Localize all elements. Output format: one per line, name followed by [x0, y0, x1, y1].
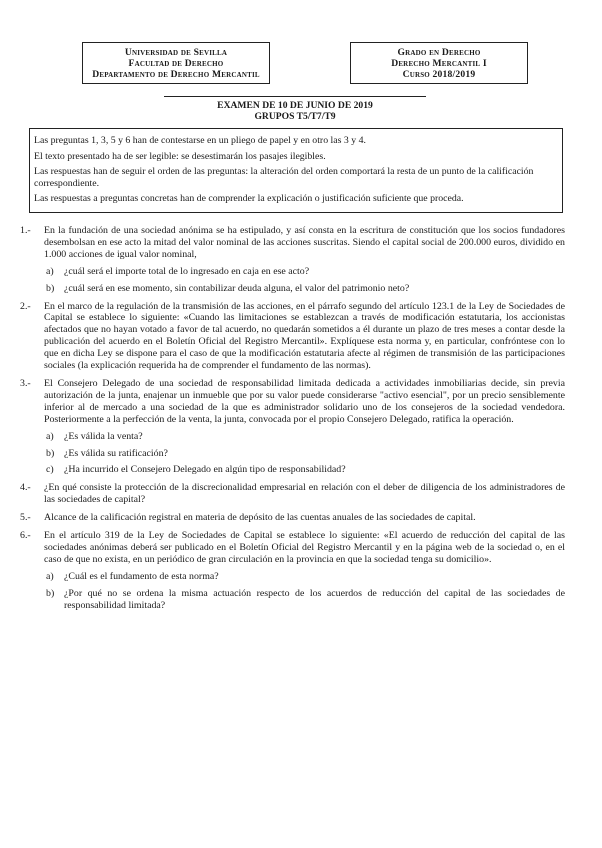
sub-question-label: b) — [46, 282, 55, 294]
question-number: 3.- — [20, 377, 31, 389]
question-number: 4.- — [20, 482, 31, 494]
sub-question-text: ¿Es válida su ratificación? — [64, 447, 168, 459]
sub-question — [44, 266, 565, 278]
sub-question-text: ¿Cuál es el fundamento de esta norma? — [64, 570, 219, 582]
sub-question-label: c) — [46, 464, 54, 476]
exam-title-box — [164, 96, 426, 126]
exam-groups: GRUPOS T5/T7/T9 — [254, 110, 336, 122]
sub-question-label: b) — [46, 447, 55, 459]
question-text: En el marco de la regulación de la transmisión de las acciones, en el párrafo segundo del artículo 123.1 de la Ley de Sociedades de Capital se establece lo siguiente: «Cuando las limitaciones se establezcan a través de modificación estatutaria, los accionistas afectados que no hayan votado a favor de tal acuerdo, no quedarán sometidos a él durante un plazo de tres meses a contar desde la publicación del acuerdo en el Boletín Oficial del Registro Mercantil». Explíquese esta norma y, en particular, confróntese con lo que en dicha Ley se dispone para el caso de que la modificación estatutaria afecte al régimen de transmisión de las participaciones sociales (la explicación requerida ha de comprender el fundamento de las normas). — [44, 300, 565, 372]
rule-item: El texto presentado ha de ser legible: se desestimarán los pasajes ilegibles. — [34, 150, 326, 162]
question-number: 5.- — [20, 512, 31, 524]
question-list — [20, 225, 565, 617]
header-course-box — [350, 42, 528, 84]
sub-question — [44, 464, 565, 476]
sub-question — [44, 571, 565, 583]
department-name: Departamento de Derecho Mercantil — [92, 69, 260, 80]
sub-question-label: a) — [46, 265, 54, 277]
question-number: 2.- — [20, 300, 31, 312]
question-2 — [20, 301, 565, 372]
rule-item: Las respuestas a preguntas concretas han de comprender la explicación o justificación suficiente que proceda. — [34, 193, 464, 204]
question-text: En la fundación de una sociedad anónima se ha estipulado, y así consta en la escritura de constitución que los socios fundadores desembolsan en ese acto la mitad del valor nominal de las acciones suscritas. Siendo el capital social de 200.000 euros, dividido en 1.000 acciones de igual valor nominal, — [44, 225, 565, 260]
sub-question — [44, 588, 565, 612]
sub-question-label: a) — [46, 430, 54, 442]
exam-rules-box — [29, 128, 563, 213]
subject-name: Derecho Mercantil I — [391, 58, 487, 69]
rule-item: Las preguntas 1, 3, 5 y 6 han de contestarse en un pliego de papel y en otro las 3 y 4. — [34, 135, 366, 146]
question-text: El Consejero Delegado de una sociedad de responsabilidad limitada dedicada a actividades inmobiliarias decide, sin previa autorización de la junta, enajenar un inmueble que por su valor puede considerarse "activo esencial", por un precio sensiblemente inferior al de mercado a una sociedad de la que es administrador solidario uno de los consejeros de la sociedad vendedora. Posteriormente a la perfección de la venta, la junta, convocada por el propio Consejero Delegado, ratifica la operación. — [44, 377, 565, 425]
sub-question-text: ¿cuál será el importe total de lo ingresado en caja en ese acto? — [64, 265, 310, 277]
question-number: 1.- — [20, 225, 31, 236]
sub-question — [44, 431, 565, 443]
header-institution-box — [82, 42, 270, 84]
sub-question-text: ¿Por qué no se ordena la misma actuación respecto de los acuerdos de reducción del capital de las sociedades de responsabilidad limitada? — [64, 587, 565, 611]
faculty-name: Facultad de Derecho — [128, 58, 224, 69]
sub-question-label: a) — [46, 570, 54, 582]
question-4 — [20, 482, 565, 506]
question-6 — [20, 530, 565, 611]
sub-question-label: b) — [46, 587, 55, 599]
question-text: ¿En qué consiste la protección de la discrecionalidad empresarial en relación con el deber de diligencia de los administradores de las sociedades de capital? — [44, 482, 565, 506]
question-3 — [20, 378, 565, 476]
university-name: Universidad de Sevilla — [124, 47, 228, 58]
sub-question — [44, 448, 565, 460]
question-1 — [20, 225, 565, 295]
question-5 — [20, 512, 565, 524]
sub-question-text: ¿Ha incurrido el Consejero Delegado en algún tipo de responsabilidad? — [64, 464, 346, 476]
exam-title: EXAMEN DE 10 DE JUNIO DE 2019 — [217, 100, 373, 111]
sub-question-text: ¿cuál será en ese momento, sin contabilizar deuda alguna, el valor del patrimonio neto? — [64, 282, 410, 294]
course-year: Curso 2018/2019 — [402, 69, 476, 80]
rule-item: Las respuestas han de seguir el orden de las preguntas: la alteración del orden comportará la resta de un punto de la calificación correspondiente. — [34, 166, 534, 189]
question-text: Alcance de la calificación registral en materia de depósito de las cuentas anuales de las sociedades de capital. — [44, 512, 476, 524]
question-number: 6.- — [20, 530, 31, 542]
question-text: En el artículo 319 de la Ley de Sociedades de Capital se establece lo siguiente: «El acuerdo de reducción del capital de las sociedades anónimas deberá ser publicado en el Boletín Oficial del Registro Mercantil y en la página web de la sociedad o, en el caso de que no exista, en un periódico de gran circulación en la provincia en que la sociedad tenga su domicilio». — [44, 530, 565, 565]
degree-name: Grado en Derecho — [397, 47, 481, 58]
sub-question-text: ¿Es válida la venta? — [64, 430, 143, 442]
sub-question — [44, 283, 565, 295]
